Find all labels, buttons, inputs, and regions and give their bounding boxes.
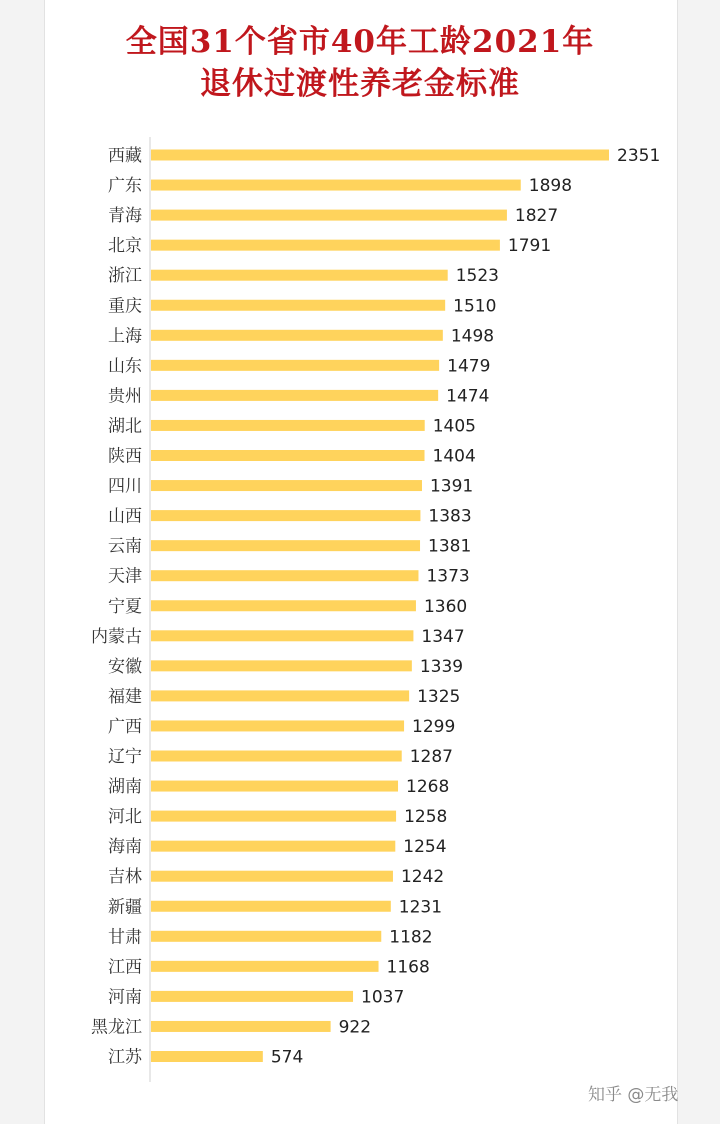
bar — [151, 240, 500, 251]
data-label: 1898 — [528, 176, 573, 197]
data-label: 574 — [270, 1047, 304, 1068]
bar — [151, 270, 448, 281]
category-label: 山西 — [108, 506, 142, 527]
bar — [151, 751, 402, 762]
category-label: 福建 — [108, 686, 142, 707]
category-label: 广东 — [108, 176, 142, 197]
data-label: 1258 — [404, 807, 448, 828]
bar — [151, 1021, 331, 1032]
category-label: 辽宁 — [108, 747, 142, 767]
category-label: 河南 — [108, 987, 142, 1008]
bar — [151, 811, 396, 822]
bar — [151, 931, 381, 942]
bar — [151, 630, 413, 641]
category-label: 甘肃 — [108, 927, 142, 948]
data-label: 1523 — [455, 266, 499, 287]
bar — [151, 150, 609, 161]
data-label: 1325 — [417, 686, 461, 707]
category-label: 青海 — [108, 206, 142, 227]
data-label: 2351 — [617, 146, 661, 166]
data-label: 1479 — [447, 356, 491, 377]
bars-layer — [91, 146, 660, 1068]
category-label: 湖北 — [108, 416, 142, 437]
category-label: 云南 — [108, 536, 142, 557]
data-label: 1373 — [426, 566, 470, 587]
bar — [151, 300, 445, 311]
data-label: 1242 — [400, 867, 445, 888]
category-label: 广西 — [108, 716, 142, 737]
bar — [151, 180, 521, 191]
bar — [151, 540, 420, 551]
bar — [151, 390, 438, 401]
category-label: 湖南 — [108, 777, 142, 798]
bar — [151, 510, 420, 521]
category-label: 天津 — [108, 566, 142, 587]
category-label: 宁夏 — [108, 596, 142, 617]
category-label: 吉林 — [108, 867, 142, 888]
data-label: 1254 — [403, 837, 447, 858]
chart-title-line-2: 退休过渡性养老金标准 — [200, 66, 520, 102]
bar — [151, 660, 412, 671]
data-label: 1231 — [398, 897, 443, 918]
bar — [151, 570, 418, 581]
category-label: 西藏 — [108, 146, 142, 166]
category-label: 黑龙江 — [91, 1017, 142, 1038]
bar — [151, 841, 395, 852]
bar — [151, 600, 416, 611]
data-label: 1405 — [432, 416, 476, 437]
category-label: 新疆 — [108, 897, 142, 918]
bar — [151, 1051, 263, 1062]
data-label: 1268 — [406, 777, 450, 798]
category-label: 安徽 — [108, 656, 142, 677]
data-label: 1182 — [389, 927, 433, 948]
data-label: 1383 — [428, 506, 472, 527]
data-label: 1287 — [409, 747, 453, 767]
data-label: 1827 — [514, 206, 559, 227]
category-label: 内蒙古 — [91, 626, 142, 647]
data-label: 1037 — [361, 987, 405, 1008]
bar — [151, 991, 353, 1002]
data-label: 1381 — [428, 536, 472, 557]
data-label: 1474 — [446, 386, 490, 407]
data-label: 1299 — [412, 716, 456, 737]
data-label: 922 — [338, 1017, 372, 1038]
data-label: 1791 — [507, 236, 552, 257]
bar — [151, 420, 425, 431]
data-label: 1404 — [432, 446, 476, 467]
data-label: 1339 — [419, 656, 464, 677]
category-label: 重庆 — [108, 296, 142, 317]
category-label: 陕西 — [108, 446, 142, 467]
data-label: 1498 — [450, 326, 495, 347]
bar — [151, 450, 425, 461]
bar — [151, 330, 443, 341]
category-label: 江西 — [108, 957, 142, 978]
category-label: 四川 — [108, 476, 142, 497]
category-label: 上海 — [108, 326, 142, 347]
bar — [151, 871, 393, 882]
category-label: 海南 — [108, 837, 142, 858]
bar — [151, 360, 439, 371]
chart-title-line-1: 全国31个省市40年工龄2021年 — [125, 24, 595, 60]
bar — [151, 690, 409, 701]
category-label: 河北 — [108, 807, 142, 828]
bar — [151, 901, 391, 912]
bar — [151, 720, 404, 731]
data-label: 1391 — [429, 476, 474, 497]
category-label: 浙江 — [108, 266, 142, 287]
category-label: 江苏 — [108, 1047, 142, 1068]
data-label: 1510 — [453, 296, 497, 317]
category-label: 山东 — [108, 356, 142, 377]
category-label: 贵州 — [108, 386, 142, 407]
bar — [151, 781, 398, 792]
bar — [151, 480, 422, 491]
data-label: 1360 — [423, 596, 468, 617]
bar — [151, 210, 507, 221]
watermark: 知乎 @无我 — [588, 1085, 679, 1105]
bar — [151, 961, 379, 972]
data-label: 1347 — [421, 626, 465, 647]
data-label: 1168 — [386, 957, 430, 978]
category-label: 北京 — [108, 236, 142, 257]
